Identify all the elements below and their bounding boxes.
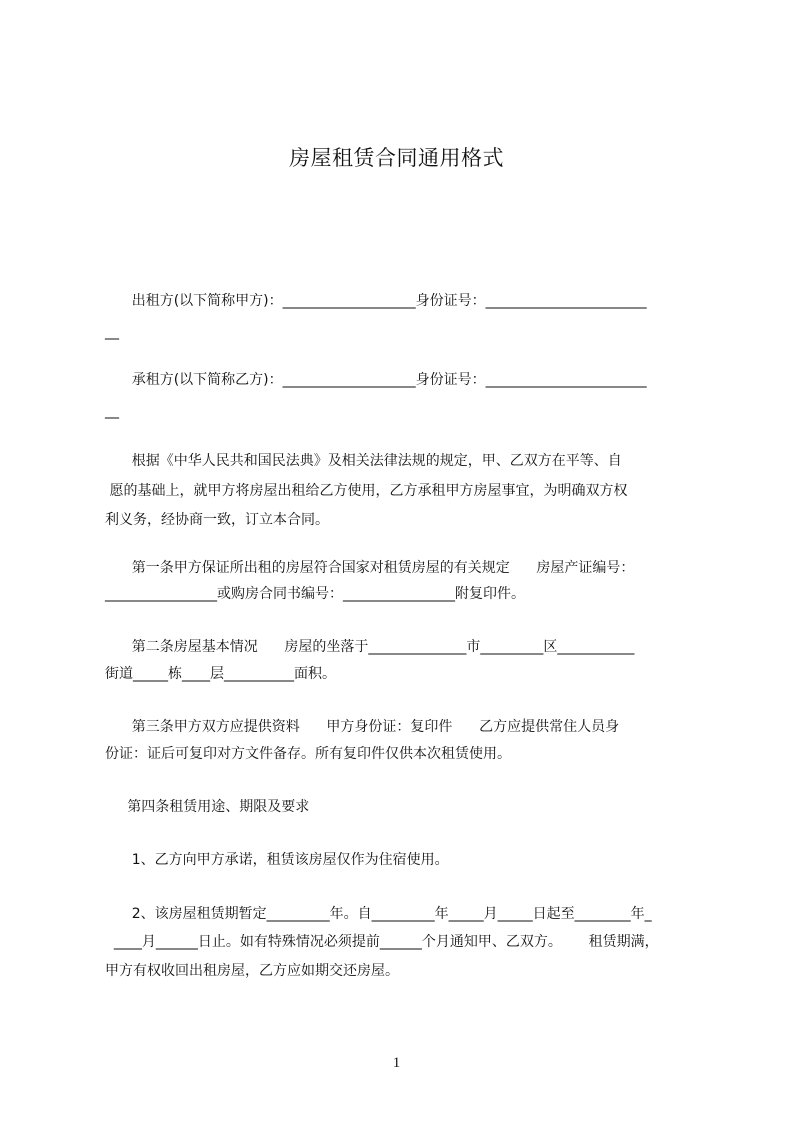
article-4-item-2-line-1: 2、该房屋租赁期暂定_________年。自_________年_____月_____日起至________年_ [105,906,652,922]
preamble-line-1: 根据《中华人民共和国民法典》及相关法律法规的规定，甲、乙双方在平等、自 [105,453,622,469]
article-2-line-2: 街道_____栋____层__________面积。 [105,666,336,682]
article-2-line-1: 第二条房屋基本情况 房屋的坐落于______________市_________区___________ [105,639,635,655]
preamble-line-3: 利义务，经协商一致，订立本合同。 [105,512,329,528]
article-4-heading: 第四条租赁用途、期限及要求 [105,799,310,815]
article-4-item-2-line-3: 甲方有权收回出租房屋，乙方应如期交还房屋。 [105,963,399,979]
preamble-line-2: 愿的基础上，就甲方将房屋出租给乙方使用，乙方承租甲方房屋事宜，为明确双方权 [105,483,628,499]
article-3-line-1: 第三条甲方双方应提供资料 甲方身份证：复印件 乙方应提供常住人员身 [105,719,620,735]
document-title: 房屋租赁合同通用格式 [289,146,504,170]
article-4-item-2-line-2: ____月______日止。如有特殊情况必须提前______个月通知甲、乙双方。 租赁期满， [105,934,659,950]
lessee-line: 承租方(以下简称乙方)：___________________身份证号：_______________________ [105,372,647,388]
article-4-item-1: 1、乙方向甲方承诺，租赁该房屋仅作为住宿使用。 [105,852,449,868]
article-1-line-1: 第一条甲方保证所出租的房屋符合国家对租赁房屋的有关规定 房屋产证编号： [105,560,635,576]
lessee-line-continued: __ [105,403,119,419]
lessor-line-continued: __ [105,324,119,340]
article-3-line-2: 份证：证后可复印对方文件备存。所有复印件仅供本次租赁使用。 [105,746,511,762]
lessor-line: 出租方(以下简称甲方)：___________________身份证号：_______________________ [105,293,647,309]
page-number: 1 [392,1055,401,1071]
article-1-line-2: ________________或购房合同书编号：________________附复印件。 [105,586,525,602]
